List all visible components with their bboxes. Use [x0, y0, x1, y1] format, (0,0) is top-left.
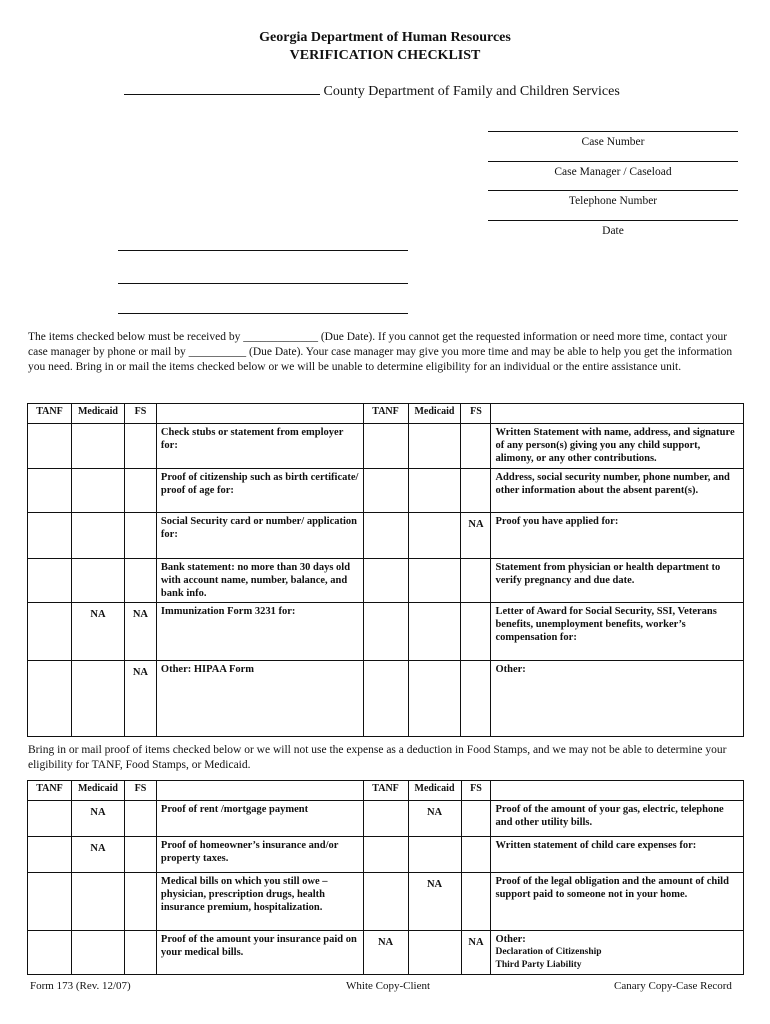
fs-checkbox[interactable] — [124, 837, 156, 873]
col-item-header — [156, 781, 363, 801]
case-manager-label: Case Manager / Caseload — [554, 166, 672, 178]
white-copy-label: White Copy-Client — [346, 980, 431, 992]
medicaid-checkbox[interactable] — [408, 513, 461, 559]
other-label: Other: — [495, 934, 526, 945]
checklist-item: Letter of Award for Social Security, SSI, Veterans benefits, unemployment benefits, worker’s compensation for: — [491, 603, 744, 661]
col-tanf-header: TANF — [28, 781, 72, 801]
county-blank[interactable] — [124, 82, 320, 95]
medicaid-checkbox[interactable] — [408, 424, 461, 469]
col-fs-header: FS — [124, 404, 156, 424]
address-line-1[interactable] — [118, 250, 408, 251]
checklist-table-1 — [27, 403, 744, 737]
col-tanf-header: TANF — [28, 404, 72, 424]
table-row — [28, 603, 744, 661]
telephone-label: Telephone Number — [568, 195, 658, 207]
medicaid-checkbox[interactable] — [408, 931, 461, 975]
fs-checkbox[interactable] — [124, 559, 156, 603]
checklist-item: Bank statement: no more than 30 days old with account name, number, balance, and bank info. — [156, 559, 363, 603]
address-line-2[interactable] — [118, 283, 408, 284]
col-fs-header: FS — [124, 781, 156, 801]
declaration-of-citizenship: Declaration of Citizenship — [495, 947, 602, 957]
checklist-item-other — [491, 931, 744, 975]
fs-checkbox[interactable] — [124, 931, 156, 975]
medicaid-checkbox[interactable] — [408, 603, 461, 661]
col-medicaid-header: Medicaid — [408, 404, 461, 424]
tanf-checkbox[interactable] — [28, 559, 72, 603]
col-item-header — [491, 404, 744, 424]
checklist-item: Proof of citizenship such as birth certificate/ proof of age for: — [156, 469, 363, 513]
tanf-checkbox[interactable] — [28, 424, 72, 469]
tanf-checkbox[interactable] — [28, 931, 72, 975]
tanf-checkbox[interactable] — [363, 873, 408, 931]
medicaid-checkbox[interactable]: NA — [71, 801, 124, 837]
tanf-checkbox[interactable] — [28, 873, 72, 931]
medicaid-checkbox[interactable]: NA — [71, 837, 124, 873]
fs-checkbox[interactable] — [461, 661, 491, 737]
medicaid-checkbox[interactable] — [408, 837, 461, 873]
tanf-checkbox[interactable] — [363, 661, 408, 737]
fs-checkbox[interactable] — [124, 469, 156, 513]
medicaid-checkbox[interactable] — [408, 469, 461, 513]
checklist-item: Medical bills on which you still owe – physician, prescription drugs, health insurance premium, hospitalization. — [156, 873, 363, 931]
table-row — [28, 931, 744, 975]
medicaid-checkbox[interactable]: NA — [71, 603, 124, 661]
table-row — [28, 559, 744, 603]
medicaid-checkbox[interactable]: NA — [408, 873, 461, 931]
medicaid-checkbox[interactable] — [408, 661, 461, 737]
telephone-line[interactable] — [488, 190, 738, 191]
fs-checkbox[interactable] — [124, 801, 156, 837]
checklist-table-2 — [27, 780, 744, 975]
checklist-item: Proof of the legal obligation and the amount of child support paid to someone not in your home. — [491, 873, 744, 931]
table-row — [28, 469, 744, 513]
table-row — [28, 873, 744, 931]
checklist-item: Other: — [491, 661, 744, 737]
checklist-item: Proof of the amount of your gas, electric, telephone and other utility bills. — [491, 801, 744, 837]
county-line — [124, 82, 620, 100]
col-tanf-header: TANF — [363, 404, 408, 424]
fs-checkbox[interactable] — [461, 837, 491, 873]
medicaid-checkbox[interactable] — [408, 559, 461, 603]
checklist-item: Proof of rent /mortgage payment — [156, 801, 363, 837]
col-medicaid-header: Medicaid — [71, 781, 124, 801]
tanf-checkbox[interactable] — [363, 513, 408, 559]
medicaid-checkbox[interactable] — [71, 559, 124, 603]
county-suffix: County Department of Family and Children Services — [323, 84, 620, 99]
checklist-item: Proof you have applied for: — [491, 513, 744, 559]
tanf-checkbox[interactable] — [363, 837, 408, 873]
medicaid-checkbox[interactable] — [71, 513, 124, 559]
col-medicaid-header: Medicaid — [71, 404, 124, 424]
address-line-3[interactable] — [118, 313, 408, 314]
case-number-label: Case Number — [581, 136, 645, 148]
fs-checkbox[interactable]: NA — [124, 661, 156, 737]
checklist-item: Statement from physician or health department to verify pregnancy and due date. — [491, 559, 744, 603]
table-row — [28, 513, 744, 559]
middle-paragraph: Bring in or mail proof of items checked below or we will not use the expense as a deduction in Food Stamps, and we may not be able to determine your eligibility for TANF, Food Stamps, or Medicaid. — [28, 744, 727, 771]
tanf-checkbox[interactable] — [363, 559, 408, 603]
fs-checkbox[interactable] — [124, 513, 156, 559]
medicaid-checkbox[interactable] — [71, 931, 124, 975]
col-fs-header: FS — [461, 404, 491, 424]
tanf-checkbox[interactable] — [363, 424, 408, 469]
fs-checkbox[interactable]: NA — [461, 513, 491, 559]
intro-paragraph: The items checked below must be received by _____________ (Due Date). If you cannot get the requested information or need more time, contact your case manager by phone or mail by __________ (Due Date). Your case manager may give you more time and may be able to help you get the information you need. Bring in or mail the items checked below or we will be unable to determine eligibility for an individual or the entire assistance unit. — [28, 331, 733, 373]
fs-checkbox[interactable]: NA — [461, 931, 491, 975]
fs-checkbox[interactable] — [461, 469, 491, 513]
fs-checkbox[interactable] — [461, 603, 491, 661]
fs-checkbox[interactable] — [461, 424, 491, 469]
col-medicaid-header: Medicaid — [408, 781, 461, 801]
fs-checkbox[interactable] — [461, 801, 491, 837]
medicaid-checkbox[interactable] — [71, 873, 124, 931]
tanf-checkbox[interactable] — [28, 603, 72, 661]
tanf-checkbox[interactable]: NA — [363, 931, 408, 975]
table-row — [28, 837, 744, 873]
fs-checkbox[interactable] — [124, 424, 156, 469]
col-item-header — [156, 404, 363, 424]
checklist-item: Social Security card or number/ application for: — [156, 513, 363, 559]
medicaid-checkbox[interactable] — [71, 469, 124, 513]
fs-checkbox[interactable] — [461, 873, 491, 931]
table-row — [28, 801, 744, 837]
checklist-item: Address, social security number, phone number, and other information about the absent parent(s). — [491, 469, 744, 513]
org-title: Georgia Department of Human Resources — [259, 30, 511, 45]
checklist-item: Immunization Form 3231 for: — [156, 603, 363, 661]
fs-checkbox[interactable] — [124, 873, 156, 931]
col-tanf-header: TANF — [363, 781, 408, 801]
fs-checkbox[interactable] — [461, 559, 491, 603]
tanf-checkbox[interactable] — [28, 661, 72, 737]
date-label: Date — [602, 225, 624, 237]
case-manager-line[interactable] — [488, 161, 738, 162]
checklist-item: Proof of homeowner’s insurance and/or property taxes. — [156, 837, 363, 873]
form-number: Form 173 (Rev. 12/07) — [30, 980, 131, 992]
checklist-item: Written Statement with name, address, and signature of any person(s) giving you any child support, alimony, or any other contributions. — [491, 424, 744, 469]
col-item-header — [491, 781, 744, 801]
medicaid-checkbox[interactable] — [71, 424, 124, 469]
form-title: VERIFICATION CHECKLIST — [289, 48, 481, 63]
checklist-item: Check stubs or statement from employer for: — [156, 424, 363, 469]
tanf-checkbox[interactable] — [363, 603, 408, 661]
checklist-item: Written statement of child care expenses for: — [491, 837, 744, 873]
date-line[interactable] — [488, 220, 738, 221]
checklist-item: Other: HIPAA Form — [156, 661, 363, 737]
tanf-checkbox[interactable] — [28, 469, 72, 513]
case-number-line[interactable] — [488, 131, 738, 132]
checklist-item: Proof of the amount your insurance paid on your medical bills. — [156, 931, 363, 975]
tanf-checkbox[interactable] — [363, 469, 408, 513]
table-row — [28, 424, 744, 469]
col-fs-header: FS — [461, 781, 491, 801]
tanf-checkbox[interactable] — [363, 801, 408, 837]
medicaid-checkbox[interactable]: NA — [408, 801, 461, 837]
tanf-checkbox[interactable] — [28, 801, 72, 837]
tanf-checkbox[interactable] — [28, 513, 72, 559]
fs-checkbox[interactable]: NA — [124, 603, 156, 661]
canary-copy-label: Canary Copy-Case Record — [614, 980, 732, 992]
medicaid-checkbox[interactable] — [71, 661, 124, 737]
third-party-liability: Third Party Liability — [495, 960, 582, 970]
tanf-checkbox[interactable] — [28, 837, 72, 873]
table-row — [28, 661, 744, 737]
